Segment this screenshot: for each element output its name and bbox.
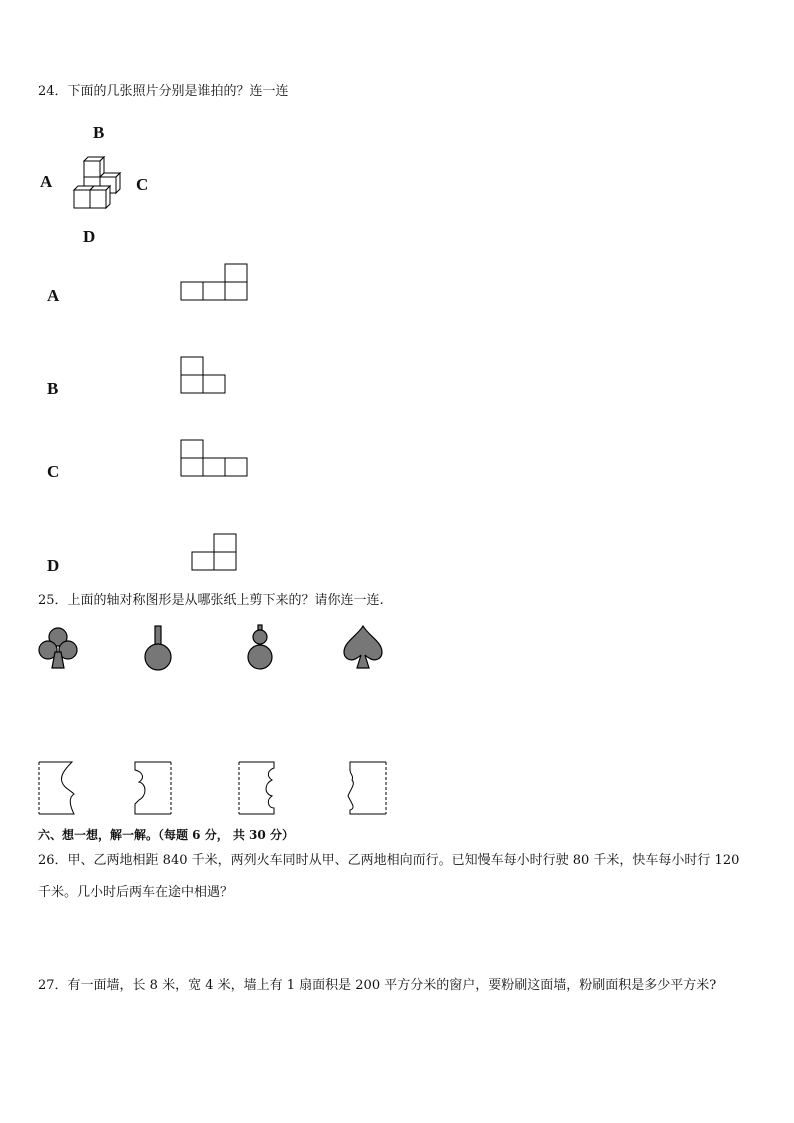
question-27-text: 27．有一面墙，长 8 米，宽 4 米，墙上有 1 扇面积是 200 平方分米的窗户，要粉刷这面墙，粉刷面积是多少平方米? (38, 978, 717, 993)
question-26-line-1: 26．甲、乙两地相距 840 千米，两列火车同时从甲、乙两地相向而行。已知慢车每小时行驶 80 千米，快车每小时行 120 (38, 853, 740, 868)
gourd-shape (243, 624, 277, 672)
paper-piece-2 (131, 760, 175, 816)
paper-piece-4 (346, 760, 390, 816)
view-label-d: D (47, 556, 60, 575)
paper-piece-1 (36, 760, 80, 816)
view-b-squares (180, 356, 228, 394)
cube-stack-figure (72, 157, 122, 212)
photographer-label-a: A (40, 172, 53, 191)
question-24-text: 24．下面的几张照片分别是谁拍的？连一连 (38, 84, 289, 99)
spade-shape (341, 624, 385, 670)
view-c-squares (180, 439, 250, 477)
photographer-label-b: B (93, 123, 105, 142)
question-26-line-2: 千米。几小时后两车在途中相遇？ (38, 885, 234, 900)
section-6-title: 六、想一想，解一解。（每题 6 分， 共 30 分） (38, 828, 294, 842)
view-label-c: C (47, 462, 60, 481)
question-25-text: 25．上面的轴对称图形是从哪张纸上剪下来的？请你连一连. (38, 593, 384, 608)
club-shape (37, 626, 79, 670)
view-label-a: A (47, 286, 60, 305)
paper-piece-3 (236, 760, 280, 816)
photographer-label-c: C (136, 175, 149, 194)
view-label-b: B (47, 379, 59, 398)
view-d-squares (191, 533, 239, 571)
flask-shape (141, 624, 175, 672)
photographer-label-d: D (83, 227, 96, 246)
view-a-squares (180, 263, 250, 301)
